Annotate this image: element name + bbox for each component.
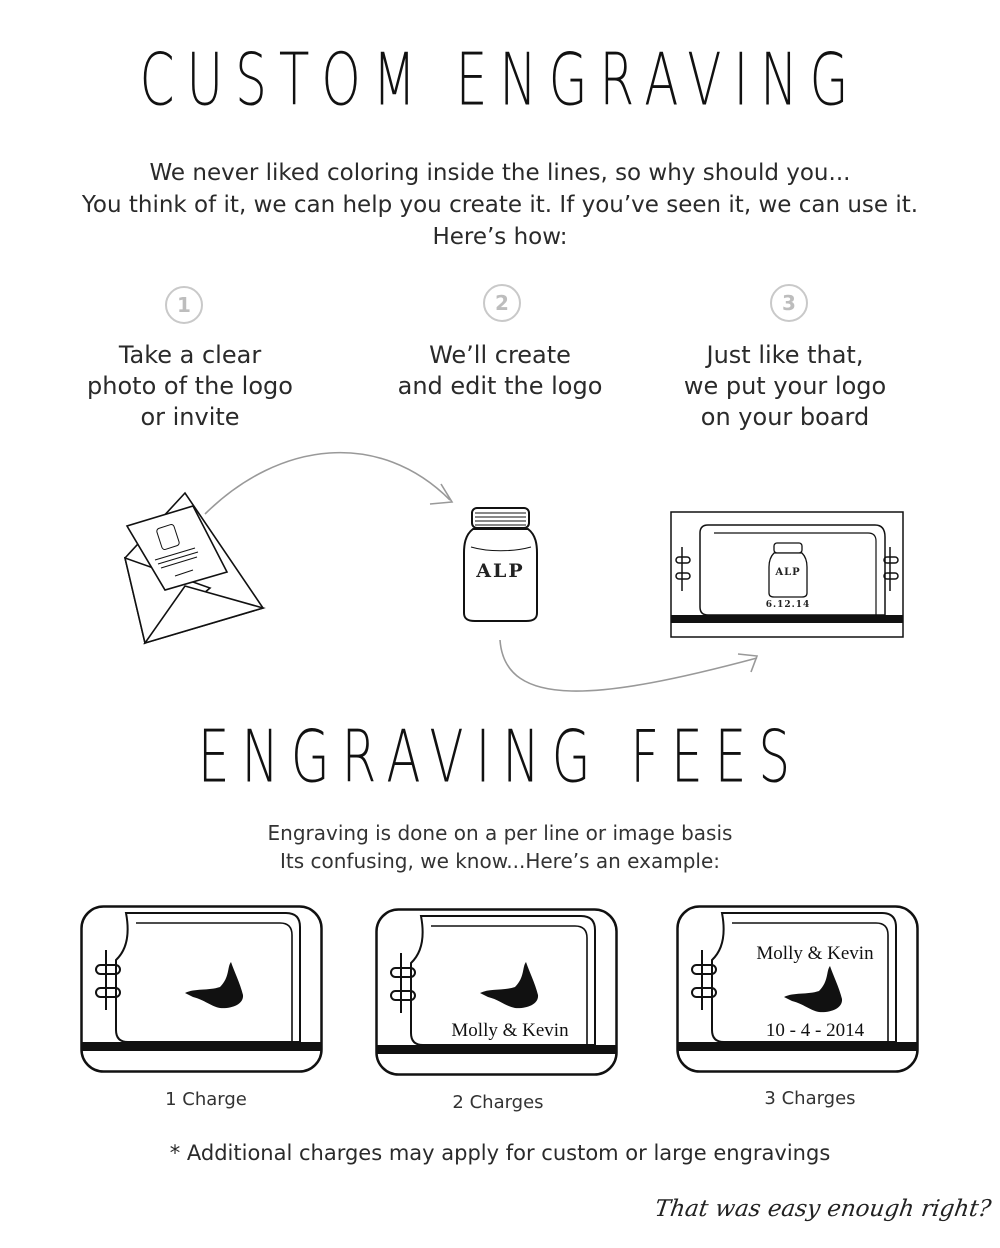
board-jar-date: 6.12.14 xyxy=(765,600,811,610)
step-3-number: 3 xyxy=(770,284,808,322)
fees-line-2: Its confusing, we know...Here’s an example: xyxy=(280,849,720,873)
example-1-charge: 1 Charge xyxy=(165,1089,247,1110)
example-board-3 xyxy=(676,905,919,1073)
example-board-2 xyxy=(375,908,618,1076)
intro-line-1: We never liked coloring inside the lines, so why should you... xyxy=(149,160,851,186)
example-3-bottom-text: 10 - 4 - 2014 xyxy=(765,1020,865,1041)
step-3-line-2: we put your logo xyxy=(683,372,887,400)
intro-line-2: You think of it, we can help you create it. If you’ve seen it, we can use it. xyxy=(81,192,919,218)
example-2-charge: 2 Charges xyxy=(452,1092,544,1113)
fees-line-1: Engraving is done on a per line or image basis xyxy=(267,821,733,845)
step-3-line-1: Just like that, xyxy=(706,341,864,369)
step-2-number: 2 xyxy=(483,284,521,322)
board-jar-monogram: ALP xyxy=(775,567,801,578)
signoff-text: That was easy enough right? xyxy=(653,1196,993,1222)
example-board-1 xyxy=(80,905,323,1073)
step-2-line-2: and edit the logo xyxy=(397,372,603,400)
step-1-line-1: Take a clear xyxy=(118,341,262,369)
example-2-bottom-text: Molly & Kevin xyxy=(451,1020,569,1041)
example-3-charge: 3 Charges xyxy=(764,1088,856,1109)
page-title: CUSTOM ENGRAVING xyxy=(139,38,861,123)
fees-title: ENGRAVING FEES xyxy=(197,715,803,800)
example-3-top-text: Molly & Kevin xyxy=(756,943,874,964)
intro-line-3: Here’s how: xyxy=(432,224,568,250)
arrow-jar-to-board xyxy=(500,640,757,691)
step-1-line-3: or invite xyxy=(140,403,240,431)
step-3-line-3: on your board xyxy=(700,403,870,431)
arrow-envelope-to-jar xyxy=(205,453,450,514)
step-1-line-2: photo of the logo xyxy=(87,372,293,400)
step-2-line-1: We’ll create xyxy=(429,341,571,369)
additional-charges-note: * Additional charges may apply for custom or large engravings xyxy=(169,1141,831,1165)
jar-monogram: ALP xyxy=(476,560,525,582)
step-1-number: 1 xyxy=(165,286,203,324)
